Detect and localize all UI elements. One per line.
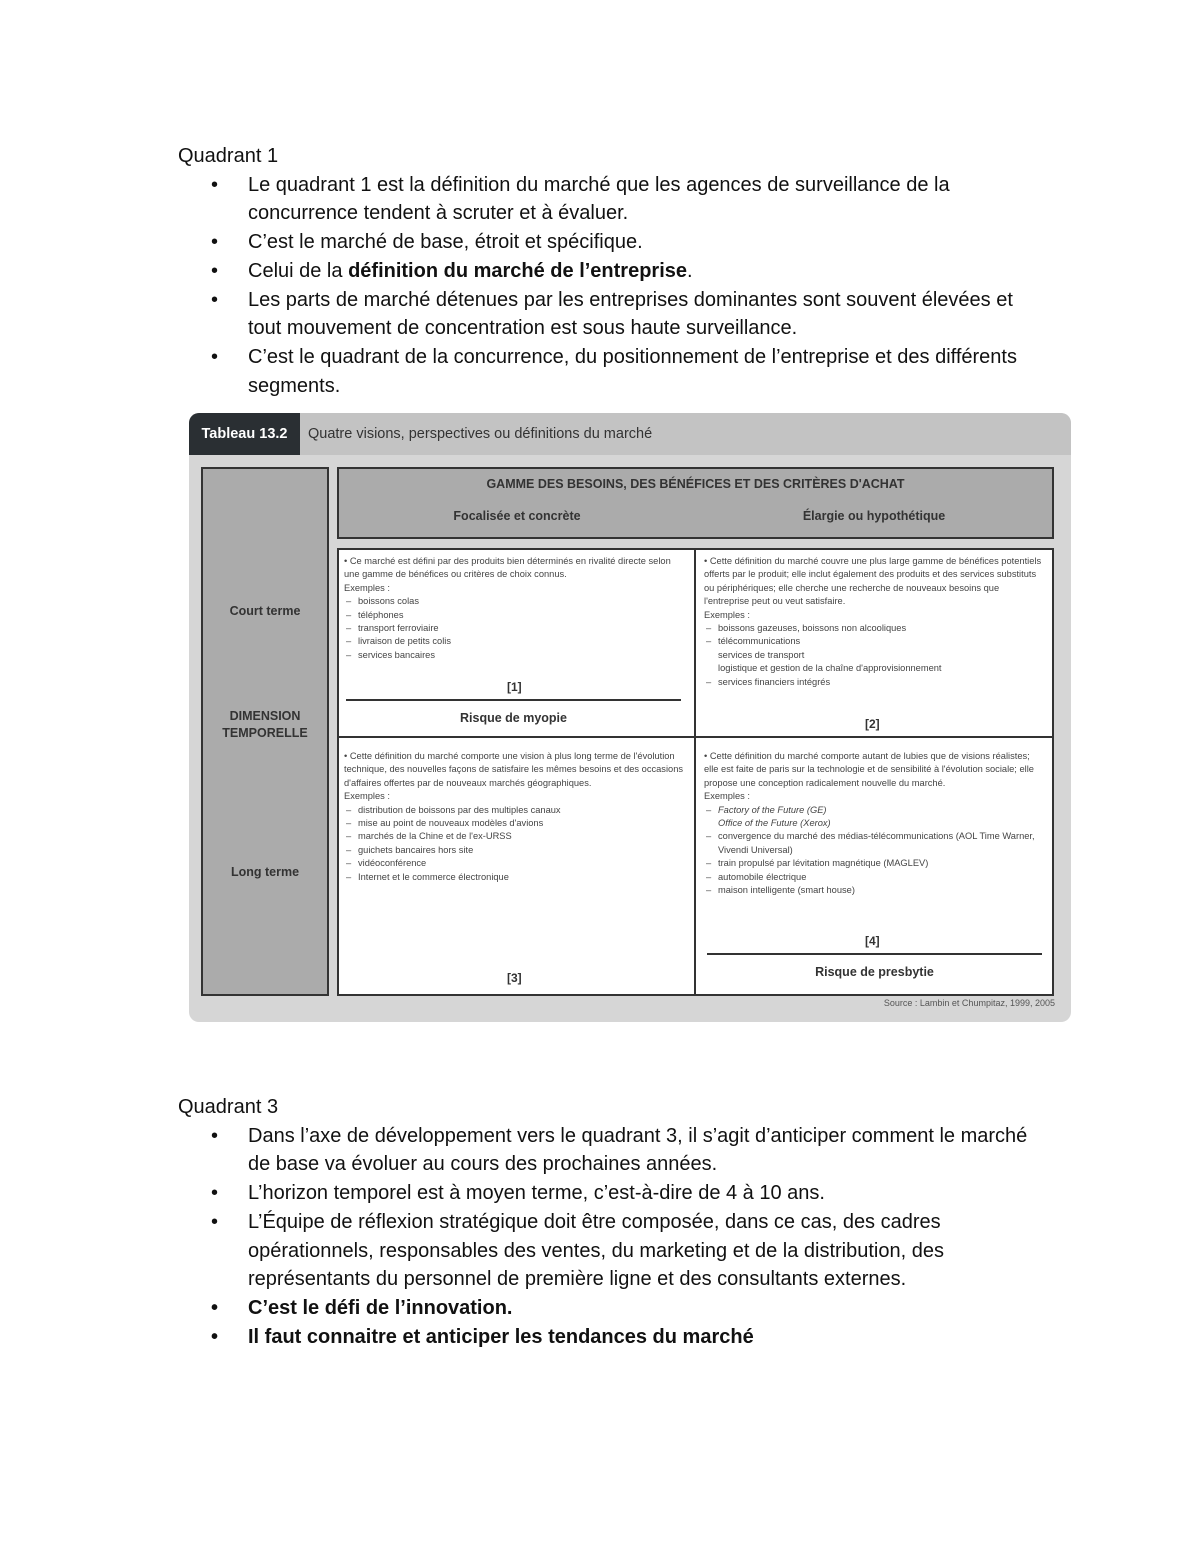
vertical-divider <box>694 548 696 996</box>
horizontal-divider <box>337 736 1054 738</box>
quadrant3-list <box>178 1122 1038 1352</box>
list-item: – services bancaires <box>344 649 684 662</box>
list-item: – télécommunications <box>704 635 1044 648</box>
figure-header <box>189 413 1071 455</box>
quadrant-2-text: • Cette définition du marché couvre une plus large gamme de bénéfices potentiels offerts par le produit; elle inclut également des produits et des services substituts ou périphériques; elle cherche une recherche de nouveaux besoins que l'entreprise peut ou veut satisfaire. Exemples : – boissons gazeuses, boissons non alcooliques – télécommunications services de transport logistique et gestion de la chaîne d'approvisionnement – services financiers intégrés <box>704 555 1044 689</box>
quadrant-4-text: • Cette définition du marché comporte autant de lubies que de visions réalistes; elle est faite de paris sur la technologie et de sensibilité à l'évolution sociale; elle propose une conception radicalement nouvelle du marché. Exemples : – Factory of the Future (GE) Office of the Future (Xerox) – convergence du marché des médias-télécommunications (AOL Time Warner, Vivendi Universal) – train propulsé par lévitation magnétique (MAGLEV) – automobile électrique – maison intelligente (smart house) <box>704 750 1044 897</box>
list-item: – Internet et le commerce électronique <box>344 871 684 884</box>
list-item: – convergence du marché des médias-télécommunications (AOL Time Warner, Vivendi Universal) <box>704 830 1044 857</box>
list-item: – Factory of the Future (GE) <box>704 804 1044 817</box>
list-item: – guichets bancaires hors site <box>344 844 684 857</box>
quadrant-4-number: [4] <box>865 934 880 948</box>
column-label-focused: Focalisée et concrète <box>453 509 581 523</box>
quadrant-2-number: [2] <box>865 717 880 731</box>
list-item: – marchés de la Chine et de l'ex-URSS <box>344 830 684 843</box>
risk-presbyopia: Risque de presbytie <box>815 965 934 979</box>
list-item: • C’est le défi de l’innovation. <box>178 1294 1038 1323</box>
list-item: • C’est le quadrant de la concurrence, du positionnement de l’entreprise et des différents segments. <box>178 343 1038 400</box>
row-label-short-term: Court terme <box>229 604 301 618</box>
list-item: – automobile électrique <box>704 871 1044 884</box>
quadrant3-heading: Quadrant 3 <box>178 1096 279 1118</box>
header-title: GAMME DES BESOINS, DES BÉNÉFICES ET DES CRITÈRES D'ACHAT <box>486 477 905 491</box>
list-item: – vidéoconférence <box>344 857 684 870</box>
divider <box>707 953 1042 955</box>
list-item: Office of the Future (Xerox) <box>718 818 831 829</box>
list-item: – boissons colas <box>344 595 684 608</box>
list-item: – transport ferroviaire <box>344 622 684 635</box>
list-item: • Les parts de marché détenues par les entreprises dominantes sont souvent élevées et tout mouvement de concentration est sous haute surveillance. <box>178 286 1038 343</box>
list-item: – mise au point de nouveaux modèles d'avions <box>344 817 684 830</box>
quadrant1-heading: Quadrant 1 <box>178 145 279 167</box>
list-item: – distribution de boissons par des multiples canaux <box>344 804 684 817</box>
list-item: • L’Équipe de réflexion stratégique doit être composée, dans ce cas, des cadres opérationnels, responsables des ventes, du marketing et de la distribution, des représentants du personnel de première ligne et des consultants externes. <box>178 1208 1038 1294</box>
needs-range-header <box>337 467 1054 539</box>
quadrant1-list <box>178 171 1038 401</box>
list-item: – maison intelligente (smart house) <box>704 884 1044 897</box>
column-label-broad: Élargie ou hypothétique <box>802 509 946 523</box>
time-dimension-column <box>201 467 329 996</box>
figure-title: Quatre visions, perspectives ou définitions du marché <box>308 426 653 442</box>
list-item: – services financiers intégrés <box>704 676 1044 689</box>
list-item: • Dans l’axe de développement vers le quadrant 3, il s’agit d’anticiper comment le marché de base va évoluer au cours des prochaines années. <box>178 1122 1038 1179</box>
quadrant3-section <box>178 1093 1038 1351</box>
risk-myopia: Risque de myopie <box>460 711 567 725</box>
list-item: logistique et gestion de la chaîne d'approvisionnement <box>718 663 942 674</box>
list-item: – boissons gazeuses, boissons non alcooliques <box>704 622 1044 635</box>
quadrant-3-number: [3] <box>507 971 522 985</box>
quadrant-3-text: • Cette définition du marché comporte une vision à plus long terme de l'évolution technique, des nouvelles façons de satisfaire les mêmes besoins et des occasions d'affaires offertes par de nouveaux marchés géographiques. Exemples : – distribution de boissons par des multiples canaux – mise au point de nouveaux modèles d'avions – marchés de la Chine et de l'ex-URSS – guichets bancaires hors site – vidéoconférence – Internet et le commerce électronique <box>344 750 684 884</box>
figure-source: Source : Lambin et Chumpitaz, 1999, 2005 <box>883 998 1055 1008</box>
table-figure <box>189 413 1071 1022</box>
divider <box>346 699 681 701</box>
quadrant-1-number: [1] <box>507 680 522 694</box>
list-item: • C’est le marché de base, étroit et spécifique. <box>178 228 1038 257</box>
list-item: – téléphones <box>344 609 684 622</box>
list-item: – livraison de petits colis <box>344 635 684 648</box>
quadrant1-section <box>178 142 1038 400</box>
list-item: – train propulsé par lévitation magnétique (MAGLEV) <box>704 857 1044 870</box>
figure-tag: Tableau 13.2 <box>189 413 300 455</box>
row-label-long-term: Long terme <box>230 865 300 879</box>
dimension-label-line2: TEMPORELLE <box>222 726 308 740</box>
list-item: services de transport <box>718 649 805 660</box>
list-item: • L’horizon temporel est à moyen terme, c’est-à-dire de 4 à 10 ans. <box>178 1179 1038 1208</box>
quadrant-1-text: • Ce marché est défini par des produits bien déterminés en rivalité directe selon une gamme de bénéfices ou critères de choix connus. Exemples : – boissons colas – téléphones – transport ferroviaire – livraison de petits colis – services bancaires <box>344 555 684 662</box>
dimension-label-line1: DIMENSION <box>229 709 301 723</box>
list-item: • Le quadrant 1 est la définition du marché que les agences de surveillance de la concurrence tendent à scruter et à évaluer. <box>178 171 1038 228</box>
list-item: • Il faut connaitre et anticiper les tendances du marché <box>178 1323 1038 1352</box>
list-item: • Celui de la définition du marché de l’entreprise. <box>178 257 1038 286</box>
